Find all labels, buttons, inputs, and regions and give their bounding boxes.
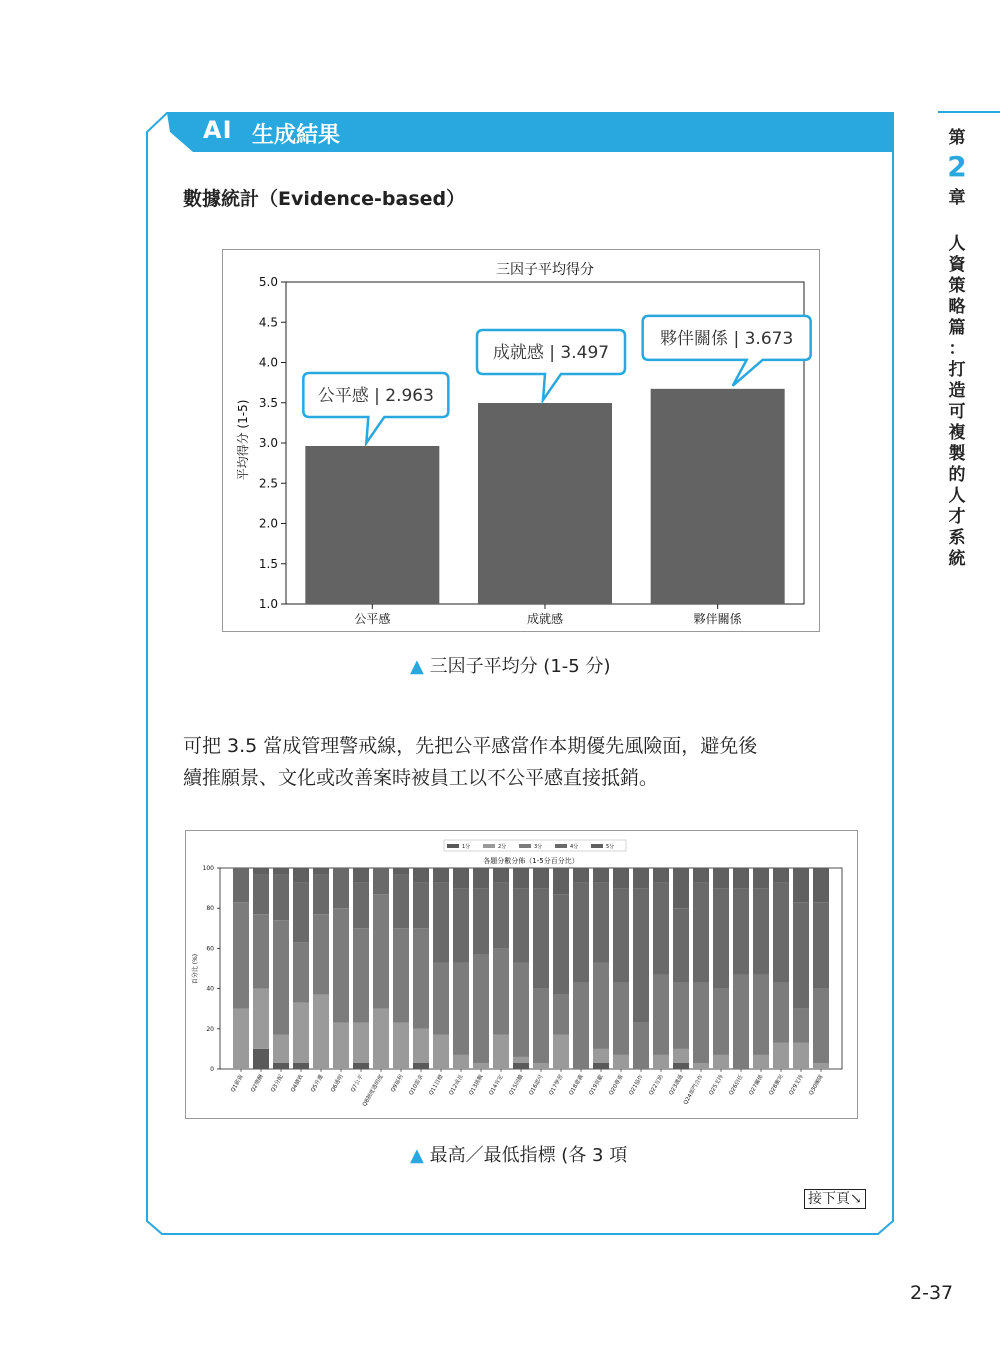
section-title: 數據統計（Evidence-based）	[183, 188, 466, 210]
bar-segment	[253, 914, 269, 988]
bar-segment	[713, 888, 729, 989]
value-callout	[303, 373, 448, 443]
bar-segment	[273, 874, 289, 920]
bar-segment	[273, 1063, 289, 1069]
x-tick-label: Q2獎酬	[250, 1074, 265, 1094]
bar-segment	[773, 882, 789, 983]
triangle-icon: ▲	[410, 656, 424, 677]
triangle-icon: ▲	[410, 1145, 424, 1166]
x-tick-label: Q20尊重	[608, 1074, 625, 1097]
y-axis-label: 平均得分 (1-5)	[236, 399, 250, 481]
bar-segment	[313, 874, 329, 914]
y-tick-label: 4.5	[258, 315, 278, 330]
bar-segment	[513, 1057, 529, 1063]
factor-average-chart-svg	[223, 250, 819, 631]
chapter-title-char: 資	[948, 255, 966, 275]
y-tick-label: 1.5	[258, 556, 278, 571]
x-tick-label: Q14肯定	[488, 1074, 505, 1097]
bar-segment	[533, 989, 549, 1063]
side-divider	[938, 111, 1000, 113]
x-tick-label: Q19貢獻	[588, 1074, 605, 1097]
bar	[478, 403, 612, 604]
bar-segment	[353, 882, 369, 928]
y-tick-label: 0	[210, 1066, 214, 1073]
legend-swatch	[591, 844, 603, 848]
legend-label: 2分	[498, 844, 507, 850]
bar-segment	[493, 868, 509, 882]
chapter-title-char: 系	[948, 528, 966, 548]
next-page-indicator: 接下頁↘	[804, 1189, 866, 1209]
bar-segment	[633, 888, 649, 1023]
bar-segment	[413, 882, 429, 928]
legend	[444, 840, 626, 851]
x-tick-label: Q7公平	[350, 1074, 365, 1094]
x-tick-label: Q17學習	[548, 1074, 565, 1097]
y-axis-label: 百分比 (%)	[192, 953, 199, 985]
bar-segment	[713, 989, 729, 1055]
chapter-prefix: 第	[948, 128, 966, 148]
y-tick-label: 20	[206, 1025, 214, 1033]
bar-segment	[373, 868, 389, 894]
bar-segment	[313, 868, 329, 874]
chapter-title-char: 統	[948, 549, 966, 569]
x-tick-label: 公平感	[354, 612, 391, 626]
bar-segment	[673, 1049, 689, 1063]
chapter-number: 2	[947, 150, 967, 183]
bar-segment	[293, 868, 309, 882]
bar-segment	[473, 1063, 489, 1069]
y-tick-label: 3.5	[258, 395, 278, 410]
legend-label: 3分	[534, 844, 543, 850]
x-tick-label: Q16認可	[528, 1074, 545, 1097]
value-callout-label: 成就感 | 3.497	[492, 342, 610, 363]
bar-segment	[313, 995, 329, 1069]
bar-segment	[573, 882, 589, 983]
body-line-1: 可把 3.5 當成管理警戒線，先把公平感當作本期優先風險面，避免後	[183, 735, 758, 757]
x-tick-label: Q15回饋	[508, 1074, 525, 1097]
chapter-title-char: 可	[948, 402, 966, 422]
x-tick-label: Q22互助	[648, 1074, 665, 1097]
chart-title: 各題分數分佈（1-5分百分比）	[483, 857, 579, 865]
bar-segment	[353, 1063, 369, 1069]
bar-segment	[333, 908, 349, 1023]
bar-segment	[273, 1035, 289, 1063]
chart-title: 三因子平均得分	[496, 262, 594, 278]
chapter-title-char: 略	[948, 297, 966, 317]
x-tick-label: Q12成長	[448, 1074, 465, 1097]
x-tick-label: Q1薪資	[230, 1074, 245, 1094]
bar-segment	[573, 983, 589, 1069]
bar-segment	[393, 868, 409, 874]
value-callout-label: 公平感 | 2.963	[317, 385, 434, 406]
bar-segment	[553, 894, 569, 995]
bar-segment	[293, 1063, 309, 1069]
bar-segment	[333, 868, 349, 908]
x-tick-label: Q11目標	[428, 1074, 445, 1097]
bar-segment	[413, 1029, 429, 1063]
chapter-title-char: 打	[948, 360, 966, 380]
bar	[651, 389, 785, 604]
y-tick-label: 100	[202, 865, 214, 872]
y-tick-label: 2.0	[258, 516, 278, 531]
bar-segment	[373, 1009, 389, 1069]
bar-segment	[613, 868, 629, 888]
x-tick-label: Q29支持	[788, 1074, 805, 1097]
bar-segment	[393, 874, 409, 928]
bar-segment	[613, 983, 629, 1055]
bar-segment	[373, 894, 389, 1009]
y-tick-label: 5.0	[258, 275, 278, 289]
bar-segment	[233, 1009, 249, 1069]
x-tick-label: Q30團隊	[808, 1074, 825, 1097]
bar-segment	[753, 1055, 769, 1069]
bar-segment	[773, 983, 789, 1043]
bar-segment	[353, 868, 369, 882]
bar-segment	[593, 962, 609, 1048]
bar-segment	[553, 1035, 569, 1069]
bar-segment	[473, 954, 489, 1063]
bar-segment	[653, 882, 669, 974]
chapter-title-char: 的	[948, 465, 966, 485]
bar-segment	[553, 868, 569, 894]
bar-segment	[673, 983, 689, 1049]
x-tick-label: Q9福利	[390, 1074, 405, 1094]
bar-segment	[513, 868, 529, 888]
bar-segment	[713, 868, 729, 888]
legend-swatch	[519, 844, 531, 848]
x-tick-label: Q18意義	[568, 1074, 585, 1097]
caption-2	[410, 1141, 627, 1167]
bar-segment	[753, 868, 769, 888]
x-tick-label: Q8制度透明度	[361, 1074, 385, 1108]
caption-1-text: 三因子平均分 (1-5 分)	[429, 656, 611, 677]
bar-segment	[413, 928, 429, 1029]
x-tick-label: Q27關係	[748, 1074, 765, 1097]
x-tick-label: Q6透明	[330, 1074, 345, 1094]
chapter-title-char: 複	[948, 423, 966, 443]
x-tick-label: Q23溝通	[668, 1074, 685, 1097]
chapter-title-char: 篇	[948, 318, 966, 338]
body-line-2: 續推願景、文化或改善案時被員工以不公平感直接抵銷。	[183, 767, 659, 789]
chapter-title-char: 製	[948, 444, 966, 464]
question-distribution-chart	[185, 830, 858, 1119]
chapter-suffix: 章	[948, 188, 966, 208]
bar-segment	[353, 928, 369, 1022]
x-tick-label: Q26信任	[728, 1074, 745, 1097]
bar-segment	[813, 868, 829, 902]
bar-segment	[693, 983, 709, 1063]
banner-ai-label: AI	[203, 116, 233, 144]
legend-swatch	[447, 844, 459, 848]
x-tick-label: Q13挑戰	[468, 1074, 485, 1097]
bar-segment	[593, 1049, 609, 1063]
bar-segment	[393, 1023, 409, 1069]
bar-segment	[293, 1003, 309, 1063]
bar-segment	[433, 962, 449, 1034]
legend-swatch	[483, 844, 495, 848]
bar	[305, 446, 439, 604]
x-tick-label: Q10需求	[408, 1074, 425, 1097]
value-callout	[477, 330, 625, 400]
x-tick-label: 夥伴關係	[693, 612, 742, 626]
banner-title: 生成結果	[252, 123, 341, 148]
value-callout-label: 夥伴關係 | 3.673	[660, 328, 794, 349]
y-tick-label: 80	[206, 905, 214, 913]
bar-segment	[653, 975, 669, 1055]
bar-segment	[233, 902, 249, 1009]
bar-segment	[593, 882, 609, 962]
y-tick-label: 3.0	[258, 436, 278, 450]
bar-segment	[793, 1043, 809, 1069]
bar-segment	[453, 868, 469, 888]
bar-segment	[273, 920, 289, 1035]
bar-segment	[473, 888, 489, 954]
bar-segment	[493, 948, 509, 1034]
y-tick-label: 60	[206, 945, 214, 953]
bar-segment	[633, 868, 649, 888]
y-tick-label: 4.0	[258, 355, 278, 370]
bar-segment	[413, 1063, 429, 1069]
caption-2-text: 最高／最低指標 (各 3 項	[429, 1145, 628, 1166]
bar-segment	[793, 902, 809, 1009]
bar-segment	[653, 868, 669, 882]
bar-segment	[673, 1063, 689, 1069]
bar-segment	[313, 914, 329, 994]
bar-segment	[293, 942, 309, 1002]
bar-segment	[593, 1063, 609, 1069]
body-paragraph	[183, 730, 873, 794]
bar-segment	[533, 1063, 549, 1069]
value-callout	[643, 316, 811, 386]
bar-segment	[533, 868, 549, 888]
bar-segment	[813, 902, 829, 988]
bar-segment	[433, 882, 449, 962]
caption-1	[410, 652, 610, 678]
bar-segment	[733, 868, 749, 888]
bar-segment	[253, 1049, 269, 1069]
bar-segment	[753, 975, 769, 1055]
legend-swatch	[555, 844, 567, 848]
x-tick-label: 成就感	[526, 612, 564, 626]
bar-segment	[793, 1009, 809, 1043]
legend-label: 4分	[570, 844, 579, 850]
legend-label: 1分	[462, 844, 471, 850]
chapter-title-char: ：	[948, 339, 966, 359]
x-tick-label: Q4績效	[290, 1074, 305, 1094]
bar-segment	[533, 888, 549, 989]
bar-segment	[633, 1023, 649, 1069]
bar-segment	[733, 888, 749, 974]
chapter-title-char: 人	[948, 486, 966, 506]
bar-segment	[433, 868, 449, 882]
bar-segment	[753, 888, 769, 974]
bar-segment	[573, 868, 589, 882]
bar-segment	[493, 1035, 509, 1069]
bar-segment	[813, 1063, 829, 1069]
x-tick-label: Q24部門合作	[682, 1074, 705, 1106]
bar-segment	[713, 1055, 729, 1069]
legend-label: 5分	[606, 844, 615, 850]
question-distribution-chart-svg	[186, 831, 857, 1118]
bar-segment	[793, 868, 809, 902]
bar-segment	[613, 1055, 629, 1069]
chapter-title	[946, 234, 968, 570]
x-tick-label: Q21協作	[628, 1074, 645, 1097]
x-tick-label: Q25支持	[708, 1074, 725, 1097]
bar-segment	[493, 882, 509, 948]
bar-segment	[233, 868, 249, 902]
bar-segment	[393, 928, 409, 1022]
chapter-title-char: 人	[948, 234, 966, 254]
bar-segment	[693, 1063, 709, 1069]
bar-segment	[673, 908, 689, 982]
bar-segment	[613, 888, 629, 982]
bar-segment	[513, 962, 529, 1056]
bar-segment	[693, 868, 709, 882]
bar-segment	[353, 1023, 369, 1063]
bar-segment	[253, 989, 269, 1049]
bar-segment	[433, 1035, 449, 1069]
x-tick-label: Q5升遷	[310, 1074, 325, 1094]
x-tick-label: Q28衝突	[768, 1074, 785, 1097]
bar-segment	[473, 868, 489, 888]
bar-segment	[413, 868, 429, 882]
y-tick-label: 2.5	[258, 476, 278, 491]
factor-average-chart	[222, 249, 820, 632]
bar-segment	[453, 962, 469, 1054]
bar-segment	[273, 868, 289, 874]
bar-segment	[693, 882, 709, 983]
bar-segment	[813, 989, 829, 1063]
bar-segment	[773, 1043, 789, 1069]
bar-segment	[553, 995, 569, 1035]
bar-segment	[733, 975, 749, 1069]
y-tick-label: 40	[206, 985, 214, 993]
bar-segment	[653, 1055, 669, 1069]
x-tick-label: Q3分配	[270, 1074, 285, 1094]
chapter-title-char: 才	[948, 507, 966, 527]
bar-segment	[513, 1063, 529, 1069]
bar-segment	[293, 882, 309, 942]
bar-segment	[673, 868, 689, 908]
bar-segment	[333, 1023, 349, 1069]
bar-segment	[773, 868, 789, 882]
chapter-title-char: 策	[948, 276, 966, 296]
bar-segment	[453, 888, 469, 962]
page-number: 2-37	[910, 1282, 954, 1304]
bar-segment	[253, 874, 269, 914]
bar-segment	[253, 868, 269, 874]
y-tick-label: 1.0	[258, 597, 278, 611]
bar-segment	[453, 1055, 469, 1069]
bar-segment	[513, 888, 529, 962]
chapter-title-char: 造	[948, 381, 966, 401]
bar-segment	[593, 868, 609, 882]
